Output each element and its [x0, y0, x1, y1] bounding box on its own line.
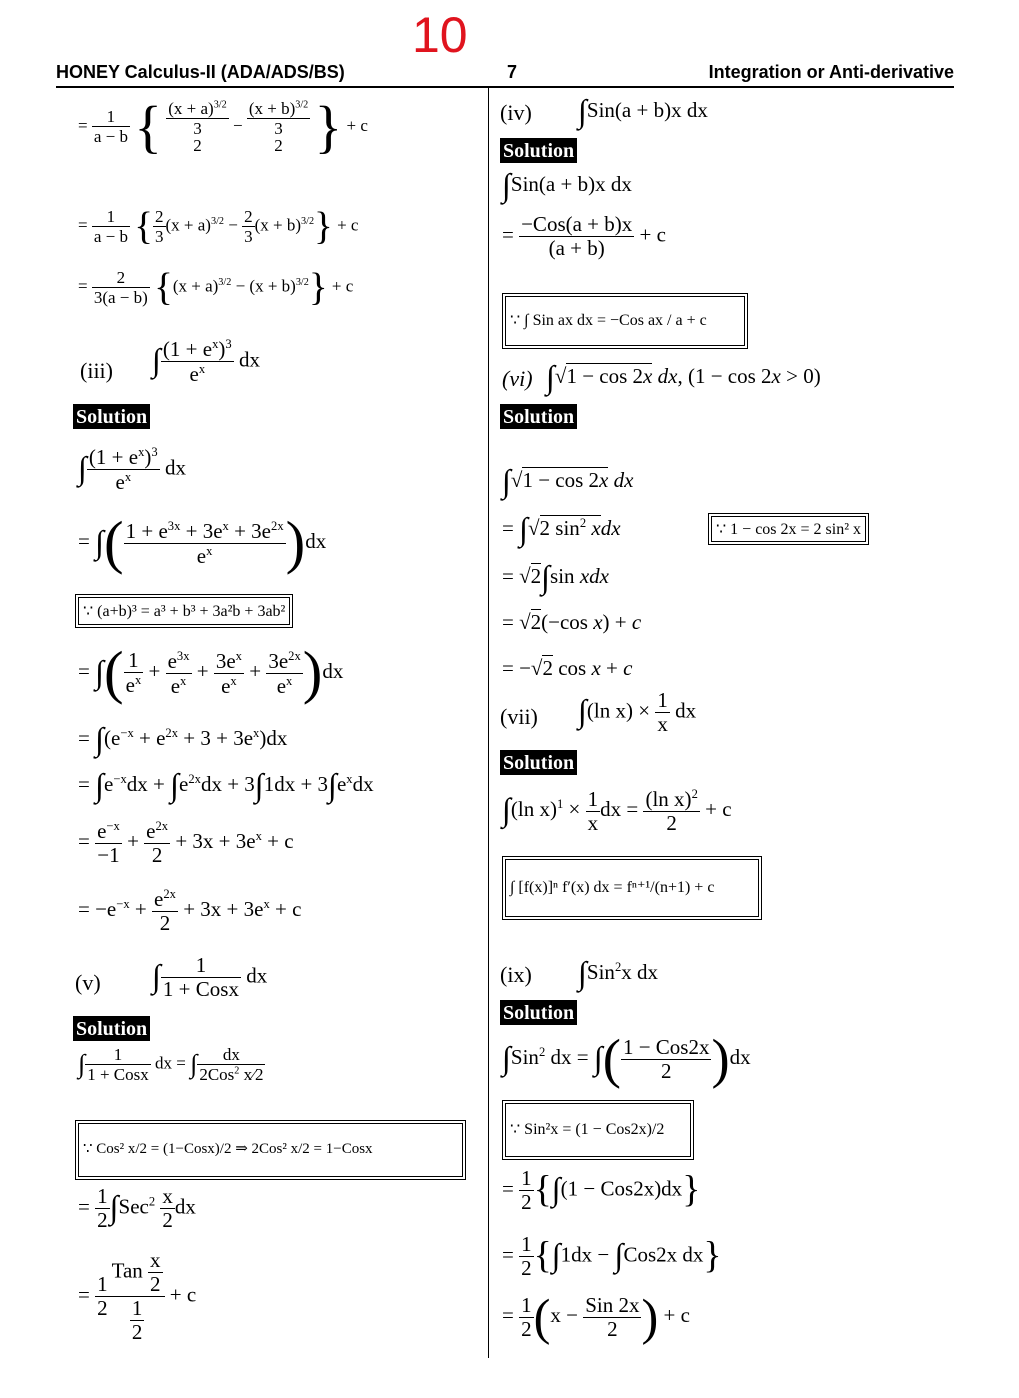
page-number: 10	[412, 7, 468, 63]
question-v-problem: ∫ $\frac{1}{\text{1 + Cosx}}$ dx	[152, 953, 268, 1001]
hint-box: ∫ [f(x)]ⁿ f′(x) dx = fⁿ⁺¹/(n+1) + c	[505, 859, 759, 917]
header-book-title: HONEY Calculus-II (ADA/ADS/BS)	[56, 62, 345, 82]
question-label-vi	[502, 366, 533, 392]
column-divider	[488, 88, 489, 1358]
question-label-ix: (ix)	[500, 962, 532, 987]
equation-line: ∫(ln x)$^1$ × $\frac{1}{x}$ dx = $\frac{(\ln x)^2}{2}$ + c	[502, 786, 732, 835]
hint-box: ∵ ∫ Sin ax dx = −Cos ax / a + c	[505, 296, 745, 346]
question-iii-problem: ∫ $\frac{(1 + e^x)^3}{e^x}$ dx	[152, 337, 260, 386]
equation-line: = $\frac{1}{2}$ {∫1dx − ∫Cos2x dx}	[502, 1232, 722, 1280]
equation-line: = $\int(e^{-x} + e^{2x} + 3 + 3e^x)dx$	[78, 722, 288, 758]
equation-line: ∫Sin(a + b)x dx	[502, 168, 632, 204]
equation-line: ∫Sin$^2$ dx = ∫( $\frac{\text{1 − Cos2x}}{2}$ )dx	[502, 1028, 751, 1089]
equation-line: = $\frac{1}{2}$ Tan $\frac{x}{2}$ $\frac{1}{2}$ + c	[78, 1248, 197, 1344]
equation-line: = $\frac{2}{3(a - b)}$ $\{(x + a)^{3/2} - (x + b)^{3/2}\} + c$	[78, 266, 354, 309]
hint-box: ∵ (a+b)³ = a³ + b³ + 3a²b + 3ab²	[78, 597, 290, 625]
page-header	[56, 62, 954, 86]
solution-label: Solution	[500, 404, 577, 429]
hint-box: ∵ 1 − cos 2x = 2 sin² x	[711, 516, 866, 542]
solution-label: Solution	[500, 138, 577, 163]
solution-label: Solution	[500, 750, 577, 775]
header-chapter-number: 7	[507, 62, 518, 82]
question-label-v: (v)	[75, 970, 101, 995]
header-chapter-title: Integration or Anti-derivative	[708, 62, 954, 82]
equation-line: = $\frac{e^{-x}}{-1}$ + $\frac{e^{2x}}{2}$ + $3x + 3e^x + c$	[78, 819, 294, 867]
question-label-iv: (iv)	[500, 100, 532, 125]
solution-label: Solution	[500, 1000, 577, 1025]
equation-line: = ∫√2 $\sin^2$ xdx	[502, 512, 621, 548]
equation-line: = $\int e^{-x}dx + \int e^{2x}dx + 3\int 1dx + 3\int e^xdx$	[78, 768, 374, 804]
equation-line: ∫√1 − cos 2x dx	[502, 464, 634, 500]
question-ix-problem: ∫Sin$^2$x dx	[578, 956, 658, 992]
hint-box: ∵ Sin²x = (1 − Cos2x)/2	[505, 1103, 691, 1157]
question-label-iii: (iii)	[80, 358, 113, 383]
equation-line: = −√2 cos x + c	[502, 656, 633, 680]
question-vii-problem: ∫(ln x) × $\frac{1}{x}$ dx	[578, 688, 697, 736]
question-label-vii: (vii)	[500, 704, 538, 729]
question-vi-label-text: (vi)	[502, 366, 533, 391]
solution-label: Solution	[73, 404, 150, 429]
equation-line: = $\frac{1}{a - b}$ { $\frac{2}{3}$ $(x + a)^{3/2}$ − $\frac{2}{3}$ $(x + b)^{3/2}\} + c$	[78, 205, 359, 248]
equation-line: = $\frac{1}{a - b}$ { $(x + a)^{3/2}$ 3 2 − $(x + b)^{3/2}$ 3 2 } + c	[78, 94, 368, 159]
equation-line: = ∫( $\frac{1 + e^{3x} + 3e^x + 3e^{2x}}{e^x}$ )dx	[78, 510, 327, 575]
equation-line: = $\frac{1}{2}$ {∫(1 − Cos2x)dx}	[502, 1166, 701, 1214]
question-vi-problem: ∫√1 − cos 2x dx, (1 − cos 2x > 0)	[546, 360, 821, 396]
equation-line: = ∫( $\frac{1}{e^x}$ + $\frac{e^{3x}}{e^x}$ + $\frac{3e^x}{e^x}$ + $\frac{3e^{2x}}{e^x}$ )dx	[78, 640, 344, 705]
solution-label: Solution	[73, 1016, 150, 1041]
equation-line: = √2(−cos x) + c	[502, 610, 642, 634]
equation-line: = √2∫sin xdx	[502, 560, 609, 596]
equation-line: = $\frac{1}{2}$ (x − $\frac{\text{Sin 2x}}{2}$ ) + c	[502, 1289, 690, 1345]
hint-box: ∵ Cos² x/2 = (1−Cosx)/2 ⇒ 2Cos² x/2 = 1−Cosx	[78, 1123, 463, 1177]
equation-line: = $-e^{-x}$ + $\frac{e^{2x}}{2}$ + $3x + 3e^x + c$	[78, 887, 302, 935]
equation-line: ∫ $\frac{(1 + e^x)^3}{e^x}$ dx	[78, 445, 186, 494]
question-iv-problem: ∫Sin(a + b)x dx	[578, 94, 708, 130]
header-rule	[56, 86, 954, 88]
equation-line: = $\frac{\text{−Cos(a + b)x}}{(a + b)}$ + c	[502, 212, 666, 260]
equation-line: ∫ $\frac{1}{\text{1 + Cosx}}$ dx = ∫ $\frac{dx}{2Cos^2 x⁄2}$	[78, 1045, 264, 1084]
equation-line: = $\frac{1}{2}$ ∫Sec$^2$ $\frac{x}{2}$ dx	[78, 1184, 196, 1232]
